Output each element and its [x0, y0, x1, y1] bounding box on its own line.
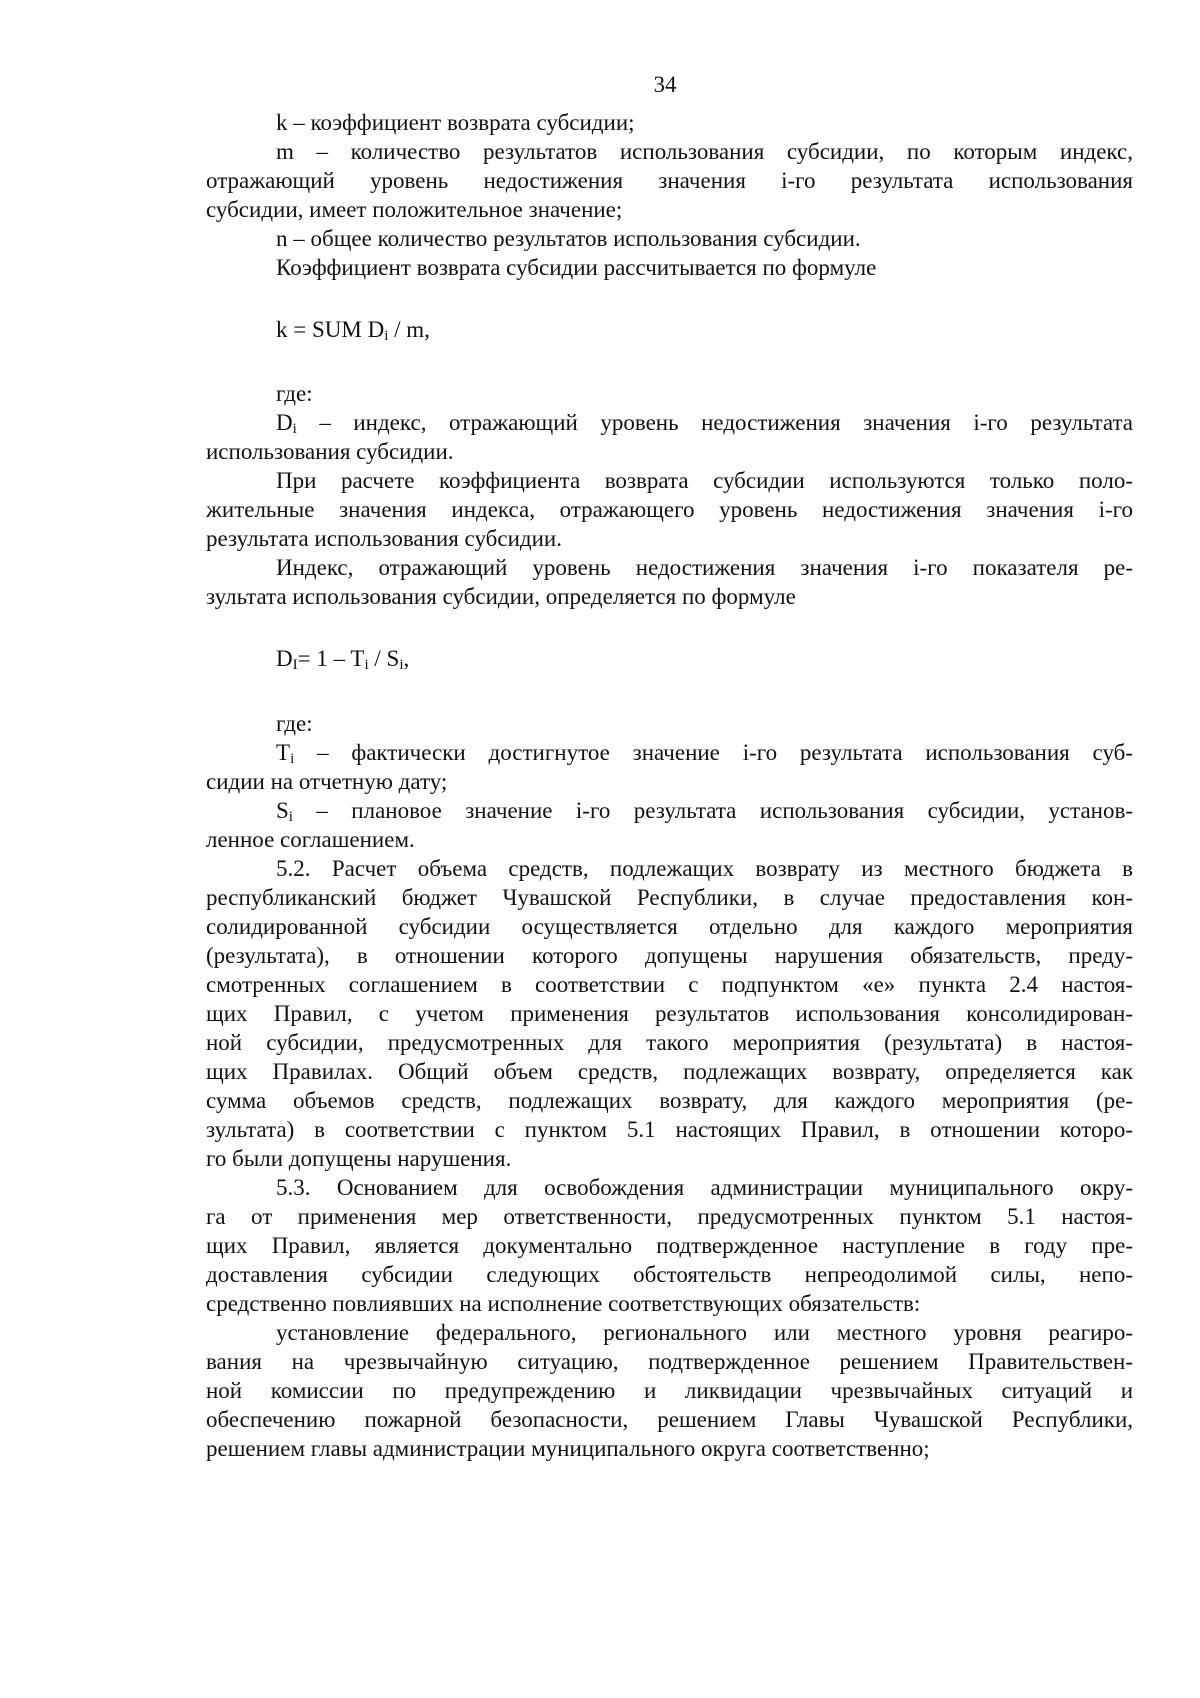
- text-line: обеспечению пожарной безопасности, решением Главы Чувашской Республики,: [206, 1407, 1133, 1432]
- text-line: щих Правилах. Общий объем средств, подлежащих возврату, определяется как: [206, 1059, 1133, 1084]
- page-number: 34: [653, 72, 677, 97]
- text-line: ленное соглашением.: [206, 827, 415, 852]
- text-line: щих Правил, с учетом применения результатов использования консолидирован-: [206, 1001, 1133, 1026]
- text-line: Индекс, отражающий уровень недостижения значения i-го показателя ре-: [276, 555, 1133, 580]
- formula-d: $D_I= 1 - T_i / S_i$,: [276, 646, 410, 673]
- text-line: использования субсидии.: [206, 439, 454, 464]
- text-line: результата использования субсидии.: [206, 526, 562, 551]
- text-line: ной комиссии по предупреждению и ликвидации чрезвычайных ситуаций и: [206, 1378, 1133, 1403]
- text-line: (результата), в отношении которого допущены нарушения обязательств, преду-: [206, 943, 1133, 968]
- text-line: 5.3. Основанием для освобождения администрации муниципального окру-: [276, 1175, 1133, 1200]
- text-line: решением главы администрации муниципального округа соответственно;: [206, 1436, 930, 1461]
- text-line: $D_i$ – индекс, отражающий уровень недостижения значения i-го результата: [276, 410, 1133, 437]
- text-line: го были допущены нарушения.: [206, 1146, 512, 1171]
- text-line: солидированной субсидии осуществляется отдельно для каждого мероприятия: [206, 914, 1133, 939]
- text-line: зультата использования субсидии, определяется по формуле: [206, 584, 796, 609]
- text-line: средственно повлиявших на исполнение соответствующих обязательств:: [206, 1291, 921, 1316]
- text-line: $T_i$ – фактически достигнутое значение i-го результата использования суб-: [276, 740, 1133, 767]
- text-line: субсидии, имеет положительное значение;: [206, 197, 623, 222]
- text-line: щих Правил, является документально подтвержденное наступление в году пре-: [206, 1233, 1133, 1258]
- text-line: k – коэффициент возврата субсидии;: [276, 110, 635, 135]
- text-line: установление федерального, регионального или местного уровня реагиро-: [276, 1320, 1133, 1345]
- text-line: сидии на отчетную дату;: [206, 769, 448, 794]
- text-line: m – количество результатов использования субсидии, по которым индекс,: [276, 139, 1133, 164]
- text-line: смотренных соглашением в соответствии с подпунктом «е» пункта 2.4 настоя-: [206, 972, 1133, 997]
- formula-k: k = SUM $D_i$ / m,: [276, 317, 430, 344]
- text-line: n – общее количество результатов использования субсидии.: [276, 226, 861, 251]
- text-line: республиканский бюджет Чувашской Республики, в случае предоставления кон-: [206, 885, 1133, 910]
- text-line: га от применения мер ответственности, предусмотренных пунктом 5.1 настоя-: [206, 1204, 1133, 1229]
- text-line: где:: [276, 381, 313, 406]
- text-line: вания на чрезвычайную ситуацию, подтвержденное решением Правительствен-: [206, 1349, 1133, 1374]
- text-line: При расчете коэффициента возврата субсидии используются только поло-: [276, 468, 1133, 493]
- text-line: $S_i$ – плановое значение i-го результата использования субсидии, установ-: [276, 798, 1133, 825]
- text-line: сумма объемов средств, подлежащих возврату, для каждого мероприятия (ре-: [206, 1088, 1133, 1113]
- text-line: доставления субсидии следующих обстоятельств непреодолимой силы, непо-: [206, 1262, 1133, 1287]
- text-line: ной субсидии, предусмотренных для такого мероприятия (результата) в настоя-: [206, 1030, 1133, 1055]
- text-line: зультата) в соответствии с пунктом 5.1 настоящих Правил, в отношении которо-: [206, 1117, 1133, 1142]
- text-line: Коэффициент возврата субсидии рассчитывается по формуле: [276, 255, 877, 280]
- text-line: жительные значения индекса, отражающего уровень недостижения значения i-го: [206, 497, 1133, 522]
- text-line: где:: [276, 711, 313, 736]
- text-line: 5.2. Расчет объема средств, подлежащих возврату из местного бюджета в: [276, 856, 1133, 881]
- text-line: отражающий уровень недостижения значения i-го результата использования: [206, 168, 1133, 193]
